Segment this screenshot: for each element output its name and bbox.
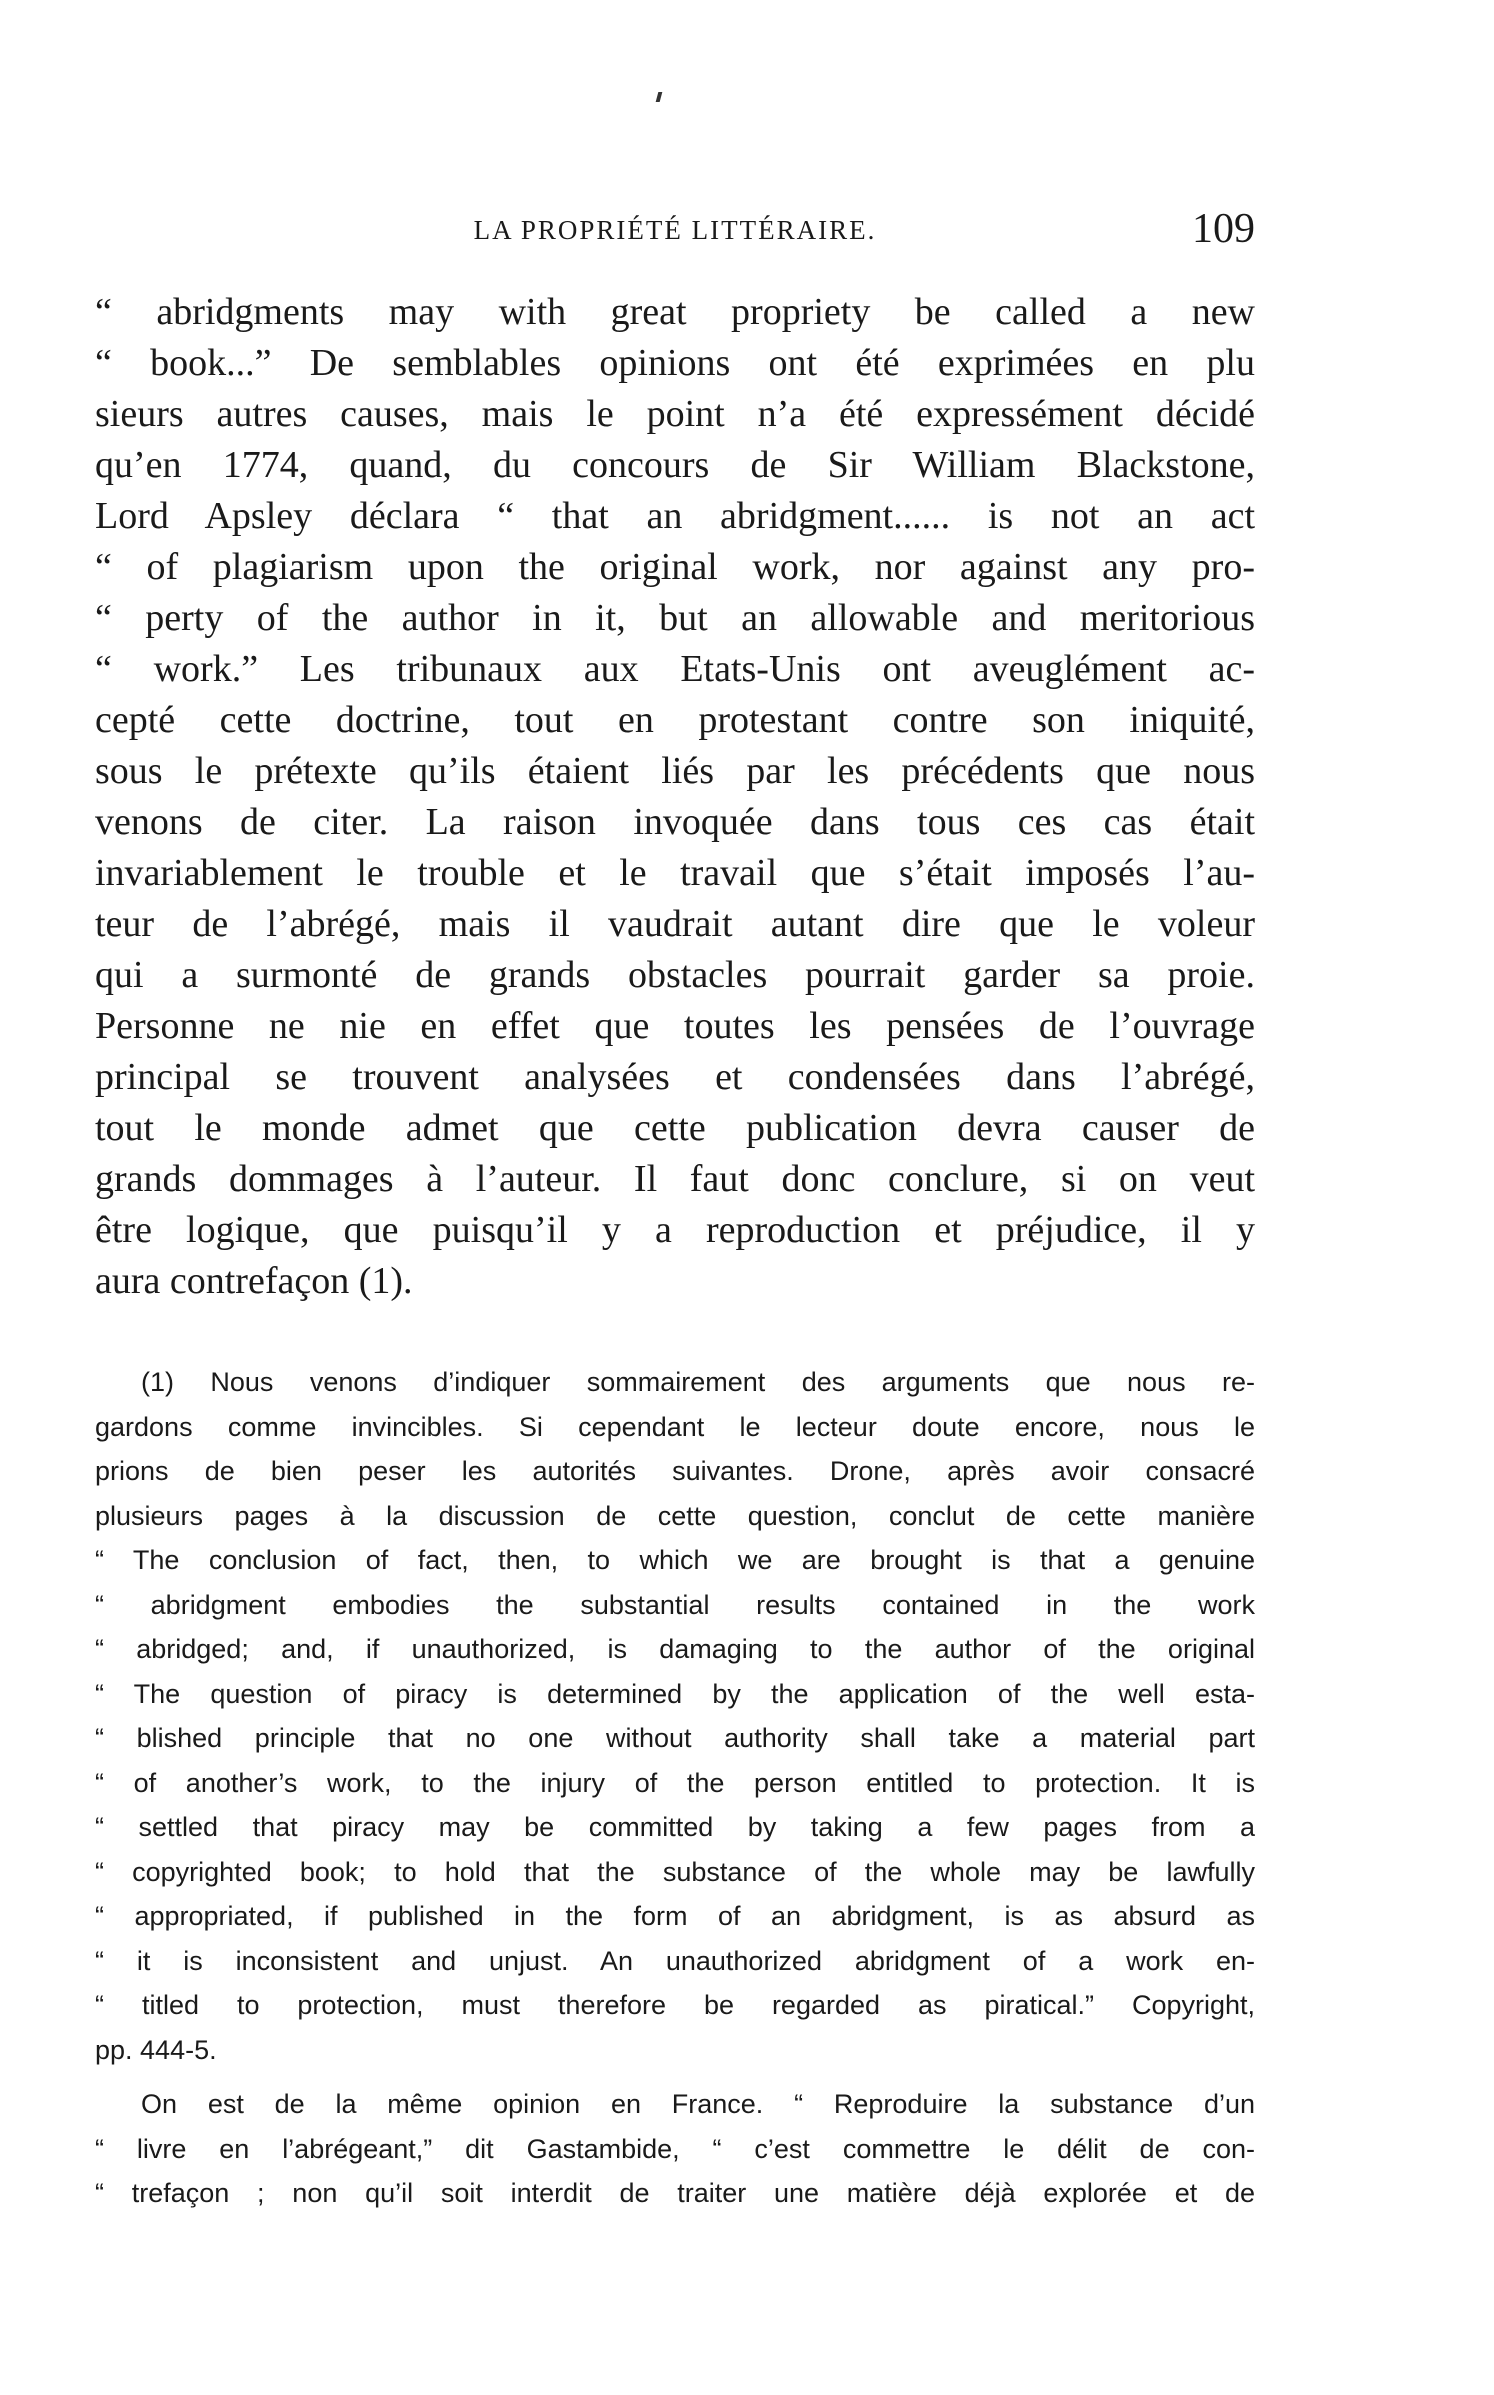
footnote-line: plusieurs pages à la discussion de cette question, conclut de cette manière bbox=[95, 1500, 1255, 1531]
footnote-line: “ settled that piracy may be committed by taking a few pages from a bbox=[95, 1812, 1255, 1842]
text-line: teur de l’abrégé, mais il vaudrait autant dire que le voleur bbox=[95, 903, 1255, 945]
footnote-line: “ abridged; and, if unauthorized, is damaging to the author of the original bbox=[95, 1634, 1255, 1664]
text-line: sous le prétexte qu’ils étaient liés par les précédents que nous bbox=[95, 750, 1255, 792]
footnote-line: “ blished principle that no one without authority shall take a material part bbox=[95, 1723, 1255, 1753]
text-line: “ abridgments may with great propriety be called a new bbox=[95, 291, 1255, 333]
footnote-line: “ trefaçon ; non qu’il soit interdit de traiter une matière déjà explorée et de bbox=[95, 2178, 1255, 2208]
footnote-line: gardons comme invincibles. Si cependant le lecteur doute encore, nous le bbox=[95, 1411, 1255, 1442]
footnote-line: “ The conclusion of fact, then, to which we are brought is that a genuine bbox=[95, 1545, 1255, 1575]
footnote-line: “ abridgment embodies the substantial results contained in the work bbox=[95, 1589, 1255, 1620]
text-line: être logique, que puisqu’il y a reproduction et préjudice, il y bbox=[95, 1209, 1255, 1251]
footnote-line: pp. 444-5. bbox=[95, 2034, 217, 2065]
footnote-line: On est de la même opinion en France. “ Reproduire la substance d’un bbox=[141, 2089, 1255, 2119]
text-line: qu’en 1774, quand, du concours de Sir William Blackstone, bbox=[95, 444, 1255, 486]
footnote-line: (1) Nous venons d’indiquer sommairement des arguments que nous re- bbox=[141, 1367, 1255, 1397]
page-number: 109 bbox=[1192, 206, 1255, 252]
text-line: “ of plagiarism upon the original work, nor against any pro- bbox=[95, 546, 1255, 588]
text-line: “ book...” De semblables opinions ont été exprimées en plu bbox=[95, 342, 1255, 384]
running-title: LA PROPRIÉTÉ LITTÉRAIRE. bbox=[473, 215, 877, 245]
footnote bbox=[95, 1360, 1255, 2216]
text-line: “ perty of the author in it, but an allowable and meritorious bbox=[95, 597, 1255, 639]
text-line: Personne ne nie en effet que toutes les pensées de l’ouvrage bbox=[95, 1005, 1255, 1047]
text-line: principal se trouvent analysées et condensées dans l’abrégé, bbox=[95, 1056, 1255, 1098]
page-header bbox=[95, 205, 1255, 265]
text-line: invariablement le trouble et le travail que s’était imposés l’au- bbox=[95, 852, 1255, 894]
footnote-line: “ titled to protection, must therefore be regarded as piratical.” Copyright, bbox=[95, 1990, 1255, 2020]
footnote-line: “ copyrighted book; to hold that the substance of the whole may be lawfully bbox=[95, 1856, 1255, 1887]
text-line: qui a surmonté de grands obstacles pourrait garder sa proie. bbox=[95, 954, 1255, 996]
text-line: sieurs autres causes, mais le point n’a été expressément décidé bbox=[95, 393, 1255, 435]
text-line: cepté cette doctrine, tout en protestant contre son iniquité, bbox=[95, 699, 1255, 741]
text-line: “ work.” Les tribunaux aux Etats-Unis ont aveuglément ac- bbox=[95, 648, 1255, 690]
footnote-line: “ of another’s work, to the injury of the person entitled to protection. It is bbox=[95, 1767, 1255, 1798]
text-line: venons de citer. La raison invoquée dans tous ces cas était bbox=[95, 801, 1255, 843]
footnote-line: “ it is inconsistent and unjust. An unauthorized abridgment of a work en- bbox=[95, 1945, 1255, 1976]
footnote-line: “ The question of piracy is determined by the application of the well esta- bbox=[95, 1678, 1255, 1709]
stray-ink-mark bbox=[656, 92, 663, 102]
text-line: tout le monde admet que cette publication devra causer de bbox=[95, 1107, 1255, 1149]
text-line: aura contrefaçon (1). bbox=[95, 1260, 413, 1302]
footnote-line: “ appropriated, if published in the form of an abridgment, is as absurd as bbox=[95, 1901, 1255, 1931]
text-line: Lord Apsley déclara “ that an abridgment...... is not an act bbox=[95, 495, 1255, 537]
footnote-line: prions de bien peser les autorités suivantes. Drone, après avoir consacré bbox=[95, 1456, 1255, 1486]
main-text bbox=[95, 287, 1255, 1307]
footnote-line: “ livre en l’abrégeant,” dit Gastambide, “ c’est commettre le délit de con- bbox=[95, 2133, 1255, 2164]
text-line: grands dommages à l’auteur. Il faut donc conclure, si on veut bbox=[95, 1158, 1255, 1200]
